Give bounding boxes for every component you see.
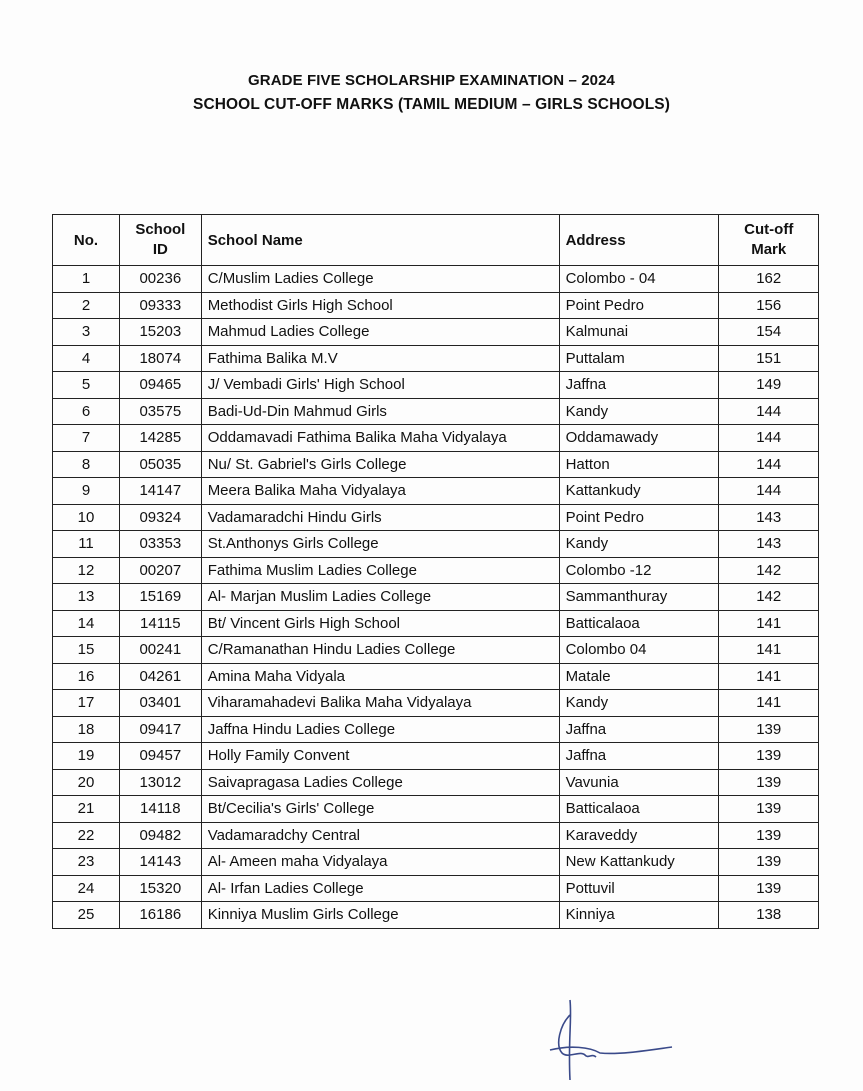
cell-school-name: Amina Maha Vidyala	[201, 663, 559, 690]
cell-cutoff-mark: 144	[719, 398, 819, 425]
table-row	[53, 610, 819, 637]
cell-no: 14	[53, 610, 120, 637]
column-header-no: No.	[53, 215, 120, 266]
cell-address: Kandy	[559, 398, 719, 425]
cell-no: 3	[53, 319, 120, 346]
cell-school-id: 09417	[119, 716, 201, 743]
cell-no: 15	[53, 637, 120, 664]
cell-school-id: 13012	[119, 769, 201, 796]
cell-no: 22	[53, 822, 120, 849]
cell-cutoff-mark: 139	[719, 796, 819, 823]
cell-cutoff-mark: 139	[719, 716, 819, 743]
cell-cutoff-mark: 138	[719, 902, 819, 929]
cell-school-name: Saivapragasa Ladies College	[201, 769, 559, 796]
cell-cutoff-mark: 144	[719, 478, 819, 505]
cell-school-name: Methodist Girls High School	[201, 292, 559, 319]
cell-address: Kattankudy	[559, 478, 719, 505]
cell-school-name: Fathima Balika M.V	[201, 345, 559, 372]
cell-school-name: Al- Marjan Muslim Ladies College	[201, 584, 559, 611]
cell-school-name: Jaffna Hindu Ladies College	[201, 716, 559, 743]
cell-school-id: 18074	[119, 345, 201, 372]
table-row	[53, 822, 819, 849]
cell-no: 4	[53, 345, 120, 372]
cell-address: Matale	[559, 663, 719, 690]
cell-school-name: Nu/ St. Gabriel's Girls College	[201, 451, 559, 478]
column-header-school-id: School ID	[119, 215, 201, 266]
cell-no: 1	[53, 266, 120, 293]
cell-school-name: St.Anthonys Girls College	[201, 531, 559, 558]
cell-address: Colombo 04	[559, 637, 719, 664]
cell-no: 24	[53, 875, 120, 902]
table-row	[53, 504, 819, 531]
cell-cutoff-mark: 156	[719, 292, 819, 319]
cell-school-name: Vadamaradchi Hindu Girls	[201, 504, 559, 531]
cell-school-id: 16186	[119, 902, 201, 929]
column-header-cutoff-mark: Cut-off Mark	[719, 215, 819, 266]
table-row	[53, 875, 819, 902]
cell-school-name: Mahmud Ladies College	[201, 319, 559, 346]
table-row	[53, 690, 819, 717]
cell-no: 8	[53, 451, 120, 478]
table-row	[53, 372, 819, 399]
cell-school-id: 09333	[119, 292, 201, 319]
table-row	[53, 478, 819, 505]
cell-school-id: 14147	[119, 478, 201, 505]
table-row	[53, 663, 819, 690]
table-row	[53, 849, 819, 876]
cell-no: 21	[53, 796, 120, 823]
table-row	[53, 637, 819, 664]
cell-address: Pottuvil	[559, 875, 719, 902]
cell-school-name: Bt/Cecilia's Girls' College	[201, 796, 559, 823]
cell-school-id: 09324	[119, 504, 201, 531]
cell-school-id: 00236	[119, 266, 201, 293]
cell-school-name: C/Ramanathan Hindu Ladies College	[201, 637, 559, 664]
cell-cutoff-mark: 141	[719, 690, 819, 717]
cell-cutoff-mark: 139	[719, 849, 819, 876]
table-body	[53, 266, 819, 929]
cell-address: Oddamawady	[559, 425, 719, 452]
cell-address: Kandy	[559, 531, 719, 558]
table-row	[53, 266, 819, 293]
cell-no: 7	[53, 425, 120, 452]
cell-no: 11	[53, 531, 120, 558]
cell-no: 18	[53, 716, 120, 743]
cell-cutoff-mark: 143	[719, 504, 819, 531]
cell-address: Jaffna	[559, 716, 719, 743]
cutoff-marks-table	[52, 214, 819, 929]
cell-cutoff-mark: 149	[719, 372, 819, 399]
cell-school-id: 09457	[119, 743, 201, 770]
cell-no: 19	[53, 743, 120, 770]
cell-address: Batticalaoa	[559, 796, 719, 823]
cell-no: 10	[53, 504, 120, 531]
table-row	[53, 796, 819, 823]
cell-address: Colombo -12	[559, 557, 719, 584]
cell-school-id: 04261	[119, 663, 201, 690]
cell-address: Vavunia	[559, 769, 719, 796]
table-row	[53, 769, 819, 796]
cell-school-id: 05035	[119, 451, 201, 478]
cell-school-id: 14143	[119, 849, 201, 876]
cell-address: Hatton	[559, 451, 719, 478]
cell-cutoff-mark: 141	[719, 637, 819, 664]
cell-school-id: 15169	[119, 584, 201, 611]
cell-cutoff-mark: 162	[719, 266, 819, 293]
cell-address: Jaffna	[559, 743, 719, 770]
table-row	[53, 319, 819, 346]
cell-school-name: Al- Ameen maha Vidyalaya	[201, 849, 559, 876]
cell-no: 23	[53, 849, 120, 876]
cell-address: Kandy	[559, 690, 719, 717]
signature-image	[540, 995, 680, 1085]
cell-address: Point Pedro	[559, 292, 719, 319]
cell-no: 16	[53, 663, 120, 690]
cell-school-id: 14118	[119, 796, 201, 823]
cell-school-id: 03401	[119, 690, 201, 717]
cell-cutoff-mark: 151	[719, 345, 819, 372]
cell-no: 25	[53, 902, 120, 929]
cell-address: Colombo - 04	[559, 266, 719, 293]
cell-school-name: Vadamaradchy Central	[201, 822, 559, 849]
cell-cutoff-mark: 144	[719, 425, 819, 452]
table-row	[53, 345, 819, 372]
cell-address: Puttalam	[559, 345, 719, 372]
cell-no: 5	[53, 372, 120, 399]
cell-cutoff-mark: 139	[719, 875, 819, 902]
cell-no: 13	[53, 584, 120, 611]
cell-no: 9	[53, 478, 120, 505]
cell-school-name: Meera Balika Maha Vidyalaya	[201, 478, 559, 505]
cell-school-id: 14115	[119, 610, 201, 637]
table-row	[53, 531, 819, 558]
document-title: GRADE FIVE SCHOLARSHIP EXAMINATION – 2024	[248, 72, 615, 89]
cell-address: Sammanthuray	[559, 584, 719, 611]
cell-school-name: Fathima Muslim Ladies College	[201, 557, 559, 584]
table-row	[53, 716, 819, 743]
cell-address: Kinniya	[559, 902, 719, 929]
cell-address: Batticalaoa	[559, 610, 719, 637]
cell-cutoff-mark: 143	[719, 531, 819, 558]
cell-school-id: 09465	[119, 372, 201, 399]
column-header-address: Address	[559, 215, 719, 266]
cell-cutoff-mark: 144	[719, 451, 819, 478]
cell-cutoff-mark: 142	[719, 557, 819, 584]
cell-school-name: Badi-Ud-Din Mahmud Girls	[201, 398, 559, 425]
cell-cutoff-mark: 142	[719, 584, 819, 611]
document-subtitle: SCHOOL CUT-OFF MARKS (TAMIL MEDIUM – GIRLS SCHOOLS)	[193, 96, 670, 113]
table-row	[53, 902, 819, 929]
cell-school-id: 00207	[119, 557, 201, 584]
cell-school-name: Al- Irfan Ladies College	[201, 875, 559, 902]
table-header-row	[53, 215, 819, 266]
cell-no: 17	[53, 690, 120, 717]
cell-school-id: 15203	[119, 319, 201, 346]
table-row	[53, 292, 819, 319]
table-row	[53, 425, 819, 452]
cell-school-id: 00241	[119, 637, 201, 664]
cell-address: Point Pedro	[559, 504, 719, 531]
cell-school-name: Holly Family Convent	[201, 743, 559, 770]
cell-school-name: Viharamahadevi Balika Maha Vidyalaya	[201, 690, 559, 717]
table-row	[53, 398, 819, 425]
cell-no: 2	[53, 292, 120, 319]
cell-school-id: 03353	[119, 531, 201, 558]
cell-no: 20	[53, 769, 120, 796]
cell-address: Kalmunai	[559, 319, 719, 346]
cell-no: 6	[53, 398, 120, 425]
table-row	[53, 557, 819, 584]
cell-school-id: 03575	[119, 398, 201, 425]
cell-cutoff-mark: 141	[719, 610, 819, 637]
cell-cutoff-mark: 139	[719, 822, 819, 849]
cell-cutoff-mark: 139	[719, 769, 819, 796]
cell-school-id: 14285	[119, 425, 201, 452]
cell-school-name: Bt/ Vincent Girls High School	[201, 610, 559, 637]
cell-cutoff-mark: 154	[719, 319, 819, 346]
cell-address: New Kattankudy	[559, 849, 719, 876]
cell-address: Jaffna	[559, 372, 719, 399]
cell-school-name: J/ Vembadi Girls' High School	[201, 372, 559, 399]
table-row	[53, 451, 819, 478]
cell-school-id: 09482	[119, 822, 201, 849]
table-row	[53, 584, 819, 611]
cell-no: 12	[53, 557, 120, 584]
cell-school-id: 15320	[119, 875, 201, 902]
cell-cutoff-mark: 141	[719, 663, 819, 690]
column-header-school-name: School Name	[201, 215, 559, 266]
cell-school-name: Oddamavadi Fathima Balika Maha Vidyalaya	[201, 425, 559, 452]
cell-cutoff-mark: 139	[719, 743, 819, 770]
cell-school-name: Kinniya Muslim Girls College	[201, 902, 559, 929]
table-row	[53, 743, 819, 770]
cell-school-name: C/Muslim Ladies College	[201, 266, 559, 293]
cell-address: Karaveddy	[559, 822, 719, 849]
